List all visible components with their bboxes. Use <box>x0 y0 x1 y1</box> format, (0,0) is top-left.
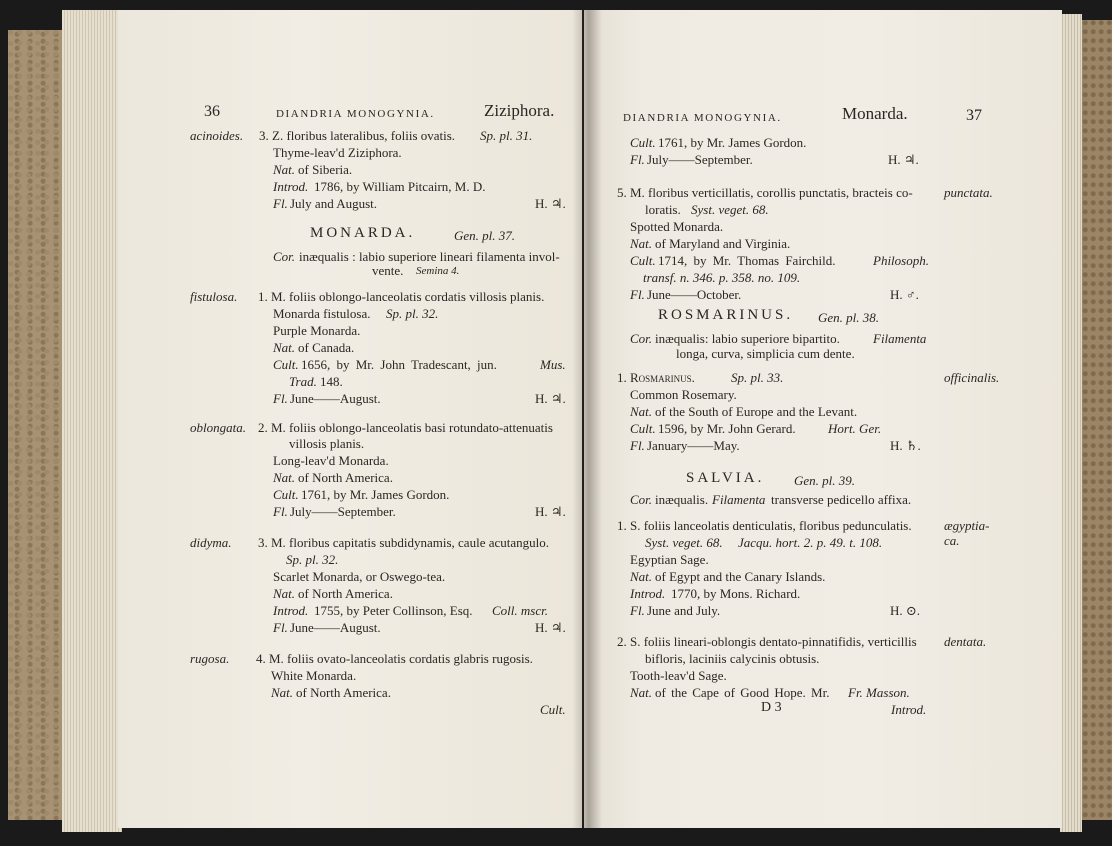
ziziphora-native: of Siberia. <box>298 162 353 177</box>
monarda-genus-ref: Gen. pl. 37. <box>454 228 516 243</box>
officinalis-common-name: Common Rosemary. <box>630 387 737 402</box>
label-nat: Nat. <box>273 470 296 485</box>
fistulosa-flowering: June——August. <box>290 391 381 406</box>
dentata-collector: Fr. Masson. <box>848 685 910 700</box>
officinalis-cultivated: 1596, by Mr. John Gerard. <box>658 421 796 436</box>
officinalis-native: of the South of Europe and the Levant. <box>655 404 858 419</box>
label-introd: Introd. <box>630 586 666 601</box>
didyma-diagnosis: 3. M. floribus capitatis subdidynamis, caule acutangulo. <box>258 535 549 550</box>
fistulosa-trad-page: 148. <box>320 374 343 389</box>
salvia-corolla-2: transverse pedicello affixa. <box>771 492 912 507</box>
margin-rugosa: rugosa. <box>190 651 230 666</box>
ziziphora-habit: H. ♃. <box>535 196 566 211</box>
label-nat: Nat. <box>271 685 294 700</box>
page-number-37: 37 <box>966 107 982 124</box>
book-cover-right <box>1082 20 1112 820</box>
catchword-right: Introd. <box>891 702 927 717</box>
label-cult: Cult. <box>273 487 299 502</box>
label-nat: Nat. <box>630 569 653 584</box>
punctata-habit: H. ♂. <box>890 287 919 302</box>
margin-acinoides: acinoides. <box>190 128 244 143</box>
oblongata-habit: H. ♃. <box>535 504 566 519</box>
oblongata-cultivated-cont: 1761, by Mr. James Gordon. <box>658 135 807 150</box>
margin-oblongata: oblongata. <box>190 420 246 435</box>
margin-didyma: didyma. <box>190 535 232 550</box>
genus-heading-salvia: SALVIA. <box>686 470 765 486</box>
margin-dentata: dentata. <box>944 634 987 649</box>
fistulosa-trad: Trad. <box>289 374 317 389</box>
label-nat: Nat. <box>630 404 653 419</box>
aegyptiaca-diagnosis: 1. S. foliis lanceolatis denticulatis, floribus pedunculatis. <box>617 518 912 533</box>
officinalis-name: 1. Rosmarinus. <box>617 370 695 385</box>
aegyptiaca-common-name: Egyptian Sage. <box>630 552 709 567</box>
monarda-corolla-2: vente. <box>372 263 404 278</box>
dentata-native: of the Cape of Good Hope. Mr. <box>655 685 830 700</box>
salvia-filamenta: Filamenta <box>712 492 766 507</box>
punctata-diagnosis: 5. M. floribus verticillatis, corollis punctatis, bracteis co- <box>617 185 913 200</box>
officinalis-flowering: January——May. <box>647 438 740 453</box>
didyma-habit: H. ♃. <box>535 620 566 635</box>
oblongata-habit-cont: H. ♃. <box>888 152 919 167</box>
punctata-native: of Maryland and Virginia. <box>655 236 791 251</box>
page-edges-right <box>1060 14 1082 832</box>
label-fl: Fl. <box>273 620 288 635</box>
label-fl: Fl. <box>630 152 645 167</box>
oblongata-flowering-cont: July——September. <box>647 152 753 167</box>
margin-aegyptiaca-1: ægyptia- <box>944 518 990 533</box>
fistulosa-cultivated: 1656, by Mr. John Tradescant, jun. <box>301 357 497 372</box>
fistulosa-common-name: Purple Monarda. <box>273 323 361 338</box>
running-header-right: DIANDRIA MONOGYNIA. <box>623 112 782 124</box>
gutter-shadow <box>572 10 602 828</box>
margin-punctata: punctata. <box>944 185 993 200</box>
right-page <box>584 10 1062 828</box>
didyma-coll-mscr: Coll. mscr. <box>492 603 548 618</box>
punctata-flowering: June——October. <box>647 287 742 302</box>
dentata-common-name: Tooth-leav'd Sage. <box>630 668 727 683</box>
rosmarinus-genus-ref: Gen. pl. 38. <box>818 310 880 325</box>
oblongata-common-name: Long-leav'd Monarda. <box>273 453 389 468</box>
margin-fistulosa: fistulosa. <box>190 289 238 304</box>
didyma-common-name: Scarlet Monarda, or Oswego-tea. <box>273 569 446 584</box>
punctata-philosoph: Philosoph. <box>873 253 929 268</box>
genus-heading-rosmarinus: ROSMARINUS. <box>658 307 794 323</box>
aegyptiaca-habit: H. ⊙. <box>890 603 921 618</box>
catchword-left: Cult. <box>540 702 566 717</box>
fistulosa-synonym: Monarda fistulosa. <box>273 306 371 321</box>
margin-aegyptiaca-2: ca. <box>944 533 960 548</box>
didyma-flowering: June——August. <box>290 620 381 635</box>
officinalis-habit: H. ♄. <box>890 438 921 453</box>
aegyptiaca-jacqu-ref: Jacqu. hort. 2. p. 49. t. 108. <box>738 535 883 550</box>
monarda-corolla-1: inæqualis : labio superiore lineari filamenta invol- <box>299 249 560 264</box>
salvia-corolla: inæqualis. <box>655 492 709 507</box>
header-genus-left: Ziziphora. <box>484 101 555 120</box>
ziziphora-ref: Sp. pl. 31. <box>480 128 533 143</box>
ziziphora-common-name: Thyme-leav'd Ziziphora. <box>273 145 402 160</box>
officinalis-hort-ger: Hort. Ger. <box>828 421 882 436</box>
didyma-ref: Sp. pl. 32. <box>286 552 339 567</box>
label-nat: Nat. <box>630 236 653 251</box>
label-cor: Cor. <box>630 331 653 346</box>
label-cult: Cult. <box>630 421 656 436</box>
label-cor: Cor. <box>630 492 653 507</box>
aegyptiaca-flowering: June and July. <box>647 603 721 618</box>
fistulosa-habit: H. ♃. <box>535 391 566 406</box>
didyma-introduced: 1755, by Peter Collinson, Esq. <box>314 603 473 618</box>
label-introd: Introd. <box>273 603 309 618</box>
ziziphora-flowering: July and August. <box>290 196 378 211</box>
label-fl: Fl. <box>273 504 288 519</box>
officinalis-ref: Sp. pl. 33. <box>731 370 784 385</box>
didyma-native: of North America. <box>298 586 393 601</box>
label-introd: Introd. <box>273 179 309 194</box>
rugosa-common-name: White Monarda. <box>271 668 357 683</box>
oblongata-diagnosis: 2. M. foliis oblongo-lanceolatis basi rotundato-attenuatis <box>258 420 553 435</box>
punctata-cultivated: 1714, by Mr. Thomas Fairchild. <box>658 253 836 268</box>
oblongata-diagnosis-2: villosis planis. <box>289 436 365 451</box>
monarda-semina: Semina 4. <box>416 265 460 277</box>
label-nat: Nat. <box>273 586 296 601</box>
label-nat: Nat. <box>273 340 296 355</box>
oblongata-cultivated: 1761, by Mr. James Gordon. <box>301 487 450 502</box>
fistulosa-native: of Canada. <box>298 340 355 355</box>
signature-mark: D 3 <box>761 700 782 715</box>
fistulosa-ref: Sp. pl. 32. <box>386 306 439 321</box>
header-genus-right: Monarda. <box>842 104 908 123</box>
label-fl: Fl. <box>630 287 645 302</box>
label-fl: Fl. <box>630 438 645 453</box>
rosmarinus-corolla-1: inæqualis: labio superiore bipartito. <box>655 331 840 346</box>
label-fl: Fl. <box>273 196 288 211</box>
dentata-diagnosis-2: bifloris, laciniis calycinis obtusis. <box>645 651 820 666</box>
fistulosa-mus: Mus. <box>540 357 566 372</box>
rugosa-diagnosis: 4. M. foliis ovato-lanceolatis cordatis glabris rugosis. <box>256 651 533 666</box>
rosmarinus-filamenta: Filamenta <box>873 331 927 346</box>
label-fl: Fl. <box>273 391 288 406</box>
punctata-common-name: Spotted Monarda. <box>630 219 724 234</box>
label-cor: Cor. <box>273 249 296 264</box>
ziziphora-diagnosis: 3. Z. floribus lateralibus, foliis ovatis. <box>259 128 456 143</box>
salvia-genus-ref: Gen. pl. 39. <box>794 473 856 488</box>
punctata-ref: Syst. veget. 68. <box>691 202 769 217</box>
aegyptiaca-introduced: 1770, by Mons. Richard. <box>671 586 801 601</box>
fistulosa-diagnosis: 1. M. foliis oblongo-lanceolatis cordatis villosis planis. <box>258 289 545 304</box>
oblongata-native: of North America. <box>298 470 393 485</box>
label-cult: Cult. <box>273 357 299 372</box>
aegyptiaca-native: of Egypt and the Canary Islands. <box>655 569 826 584</box>
genus-heading-monarda: MONARDA. <box>310 225 416 241</box>
label-cult: Cult. <box>630 135 656 150</box>
aegyptiaca-syst-ref: Syst. veget. 68. <box>645 535 723 550</box>
ziziphora-introduced: 1786, by William Pitcairn, M. D. <box>314 179 486 194</box>
rosmarinus-corolla-2: longa, curva, simplicia cum dente. <box>676 346 855 361</box>
oblongata-flowering: July——September. <box>290 504 396 519</box>
label-fl: Fl. <box>630 603 645 618</box>
rugosa-native: of North America. <box>296 685 391 700</box>
punctata-transf-ref: transf. n. 346. p. 358. no. 109. <box>643 270 801 285</box>
label-cult: Cult. <box>630 253 656 268</box>
punctata-diagnosis-2: loratis. <box>645 202 681 217</box>
dentata-diagnosis: 2. S. foliis lineari-oblongis dentato-pinnatifidis, verticillis <box>617 634 917 649</box>
running-header-left: DIANDRIA MONOGYNIA. <box>276 108 435 120</box>
margin-officinalis: officinalis. <box>944 370 1000 385</box>
label-nat: Nat. <box>273 162 296 177</box>
page-edges-left <box>62 10 122 832</box>
label-nat: Nat. <box>630 685 653 700</box>
page-number-36: 36 <box>204 103 220 120</box>
